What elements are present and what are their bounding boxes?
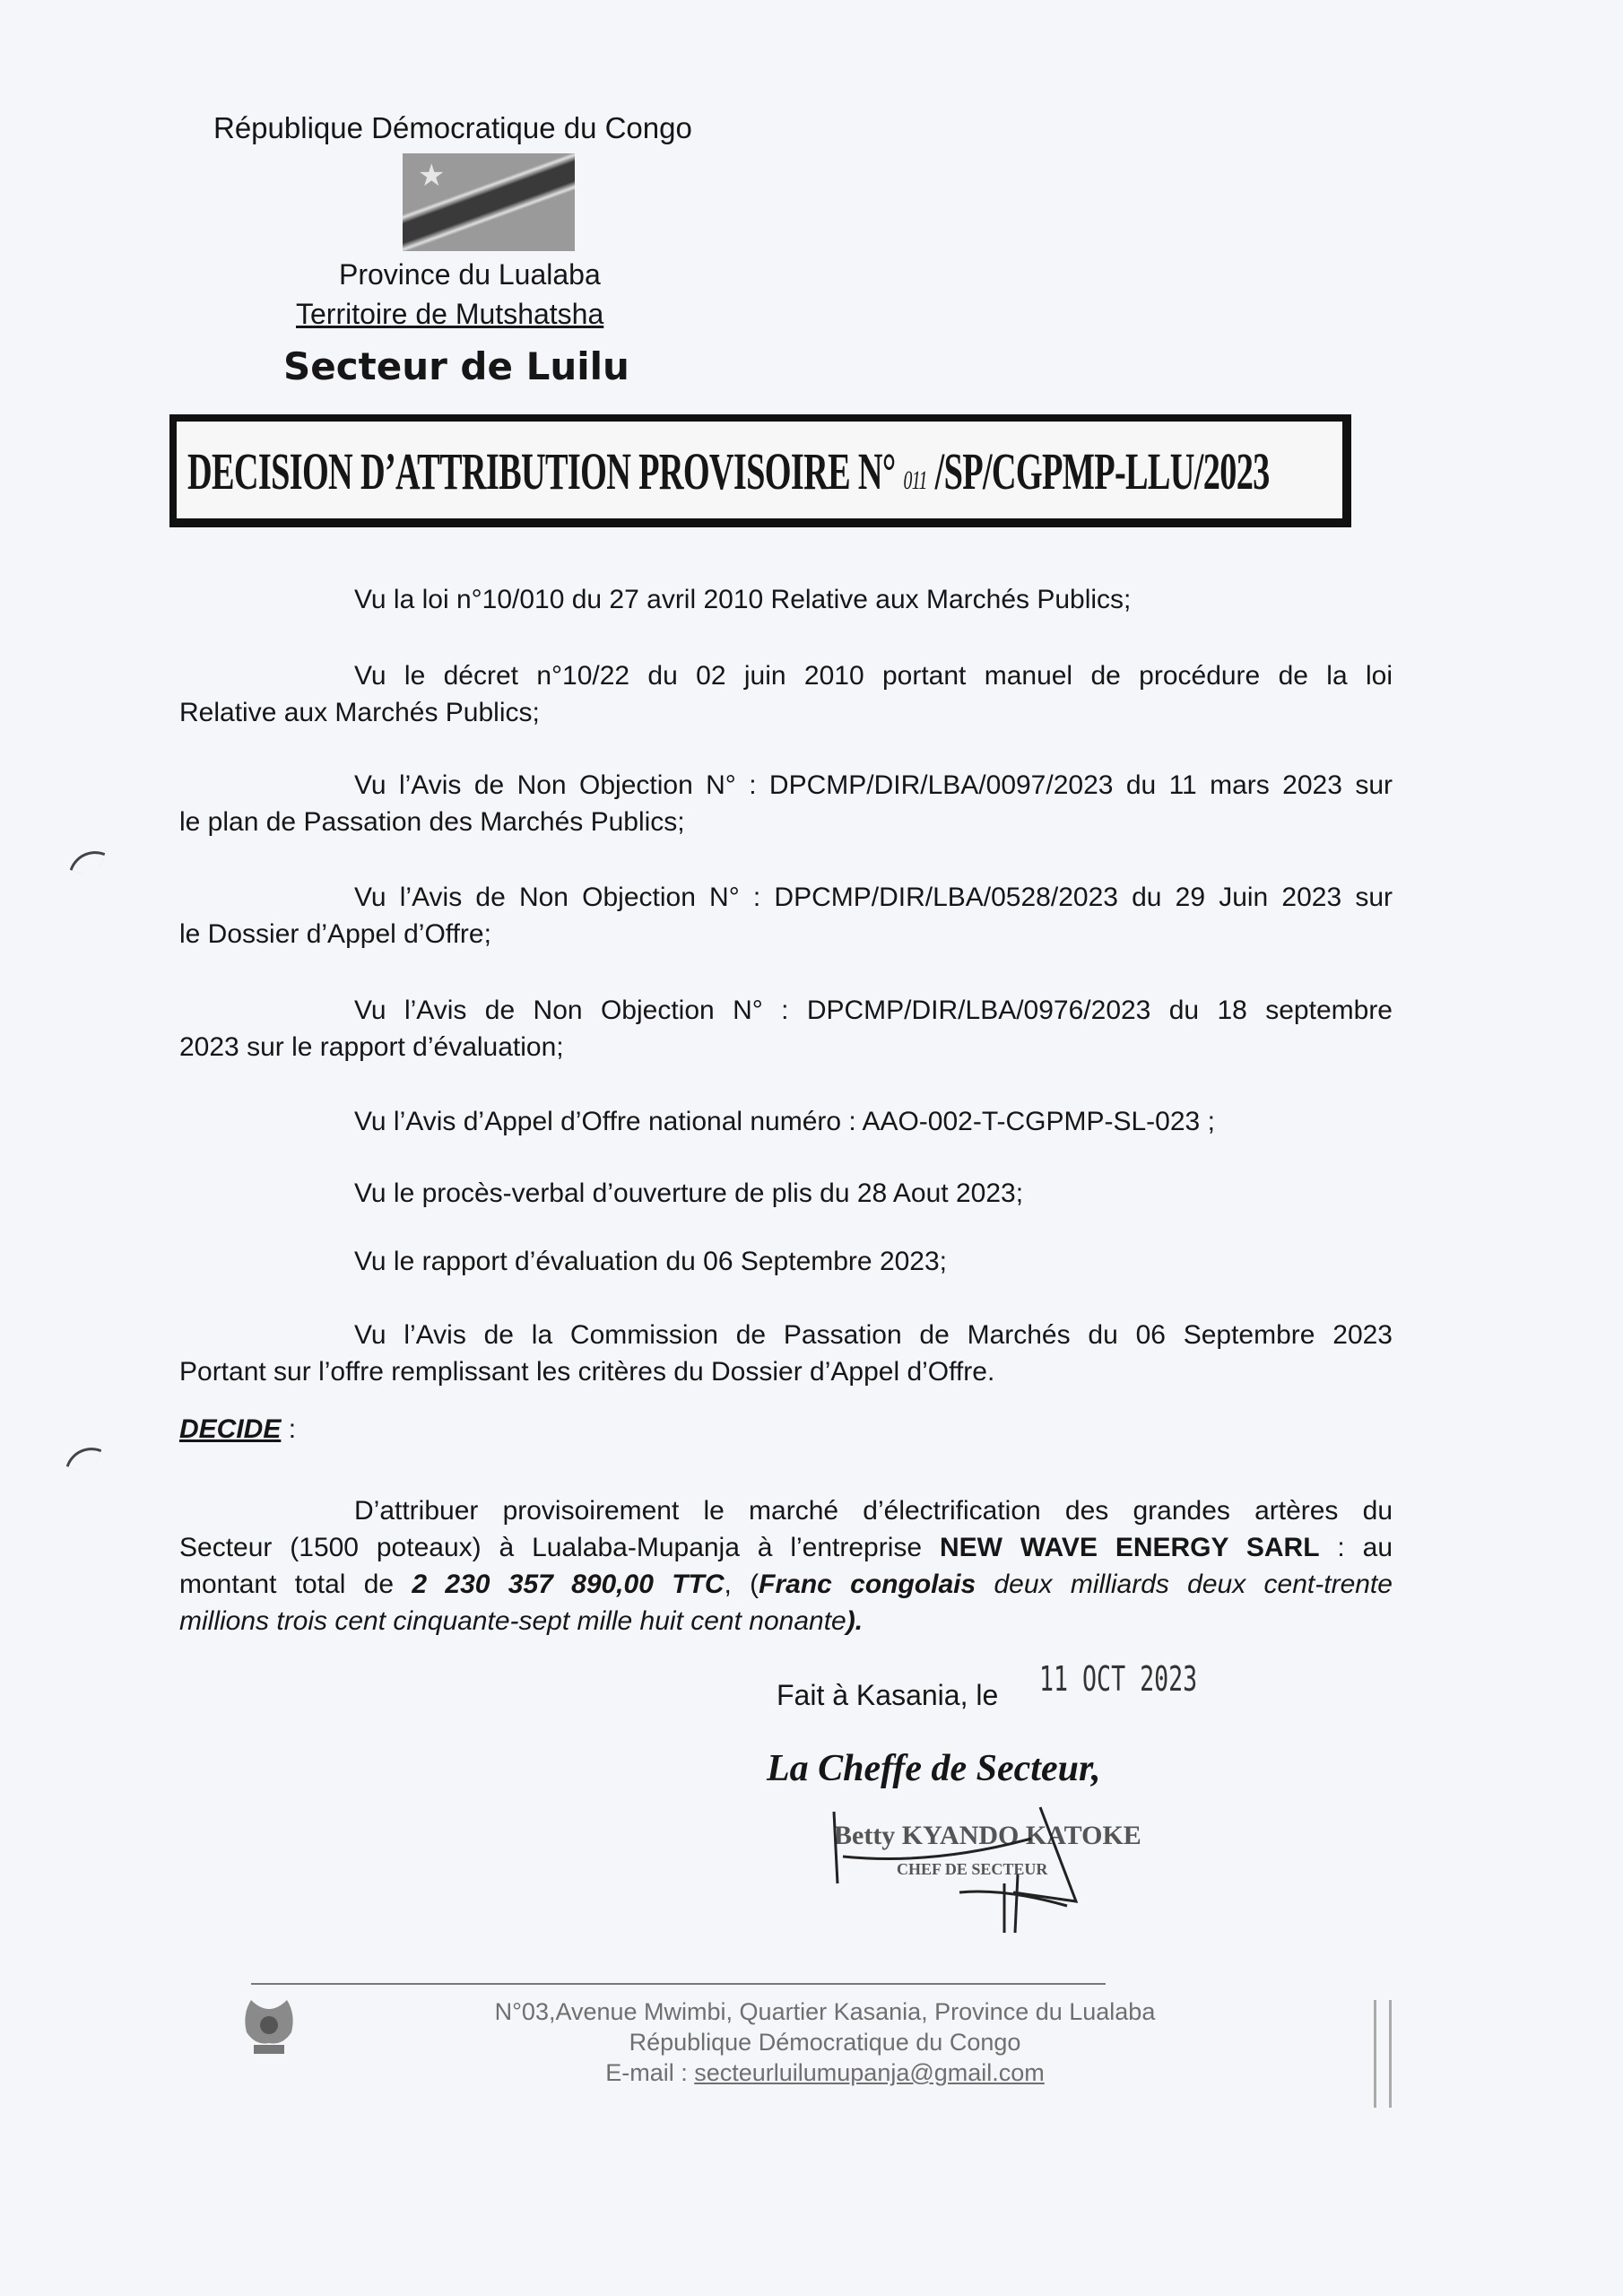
consideration-line: Vu l’Avis de Non Objection N° : DPCMP/DIR/LBA/0097/2023 du 11 mars 2023 sur (354, 770, 1393, 800)
consideration-paragraph (179, 992, 1393, 1065)
territoire-heading: Territoire de Mutshatsha (296, 298, 604, 330)
decision-title: DECISION D’ATTRIBUTION PROVISOIRE N° 011 /SP/CGPMP-LLU/2023 (187, 442, 1270, 500)
email-link[interactable]: secteurluilumupanja@gmail.com (694, 2059, 1045, 2086)
consideration-line: Vu la loi n°10/010 du 27 avril 2010 Relative aux Marchés Publics; (354, 585, 1132, 614)
consideration-line: Vu le procès-verbal d’ouverture de plis du 28 Aout 2023; (354, 1178, 1024, 1208)
footer-country: République Démocratique du Congo (629, 2029, 1021, 2056)
handwritten-signature-icon (825, 1803, 1121, 1937)
footer-address: N°03,Avenue Mwimbi, Quartier Kasania, Province du Lualaba (494, 1998, 1156, 2025)
punch-mark-icon (66, 1440, 102, 1476)
scan-mark (1374, 2000, 1392, 2108)
consideration-line: 2023 sur le rapport d’évaluation; (179, 1032, 564, 1062)
consideration-line: Relative aux Marchés Publics; (179, 698, 540, 727)
consideration-line: le Dossier d’Appel d’Offre; (179, 919, 491, 949)
punch-mark-icon (70, 844, 106, 880)
flag-star-icon: ★ (418, 159, 446, 193)
consideration-line: Vu le rapport d’évaluation du 06 Septembre 2023; (354, 1247, 948, 1276)
amount: 2 230 357 890,00 TTC (412, 1570, 725, 1599)
consideration-paragraph (179, 1103, 1393, 1140)
coat-of-arms-icon (238, 1996, 300, 2057)
date-stamp: 11 OCT 2023 (1039, 1659, 1198, 1699)
consideration-paragraph (179, 657, 1393, 731)
secteur-heading: Secteur de Luilu (283, 344, 629, 388)
country-heading: République Démocratique du Congo (213, 111, 692, 144)
consideration-paragraph (179, 767, 1393, 840)
footer-email: E-mail : secteurluilumupanja@gmail.com (605, 2059, 1045, 2086)
footer-divider (251, 1983, 1106, 1985)
decision-title-box (169, 414, 1351, 527)
consideration-line: le plan de Passation des Marchés Publics; (179, 807, 685, 837)
decision-paragraph: D’attribuer provisoirement le marché d’électrification des grandes artères du Secteur (1500 poteaux) à Lualaba-Mupanja à l’entreprise NEW WAVE ENERGY SARL : au montant total de 2 230 357 890,00 TTC, (Franc congolais deux milliards deux cent-trente millions trois cent cinquante-sept mille huit cent nonante). (179, 1496, 1393, 1636)
consideration-paragraph (179, 1317, 1393, 1390)
decide-heading: DECIDE : (179, 1414, 297, 1444)
consideration-paragraph (179, 581, 1393, 618)
name-stamp: Betty KYANDO KATOKE (834, 1821, 1141, 1850)
consideration-paragraph (179, 879, 1393, 952)
consideration-paragraph (179, 1243, 1393, 1280)
consideration-line: Vu l’Avis d’Appel d’Offre national numéro : AAO-002-T-CGPMP-SL-023 ; (354, 1107, 1215, 1136)
title-stamp: CHEF DE SECTEUR (897, 1860, 1048, 1878)
place-label: Fait à Kasania, le (777, 1679, 999, 1711)
consideration-paragraph (179, 1175, 1393, 1212)
company-name: NEW WAVE ENERGY SARL (939, 1533, 1320, 1562)
signatory-role: La Cheffe de Secteur, (767, 1748, 1101, 1789)
consideration-line: Vu l’Avis de Non Objection N° : DPCMP/DIR/LBA/0528/2023 du 29 Juin 2023 sur (354, 883, 1393, 912)
handwritten-number: 011 (903, 465, 927, 495)
consideration-line: Portant sur l’offre remplissant les critères du Dossier d’Appel d’Offre. (179, 1357, 995, 1387)
consideration-line: Vu l’Avis de Non Objection N° : DPCMP/DIR/LBA/0976/2023 du 18 septembre (354, 996, 1393, 1025)
consideration-line: Vu le décret n°10/22 du 02 juin 2010 portant manuel de procédure de la loi (354, 661, 1393, 691)
province-heading: Province du Lualaba (339, 258, 601, 291)
consideration-line: Vu l’Avis de la Commission de Passation de Marchés du 06 Septembre 2023 (354, 1320, 1393, 1350)
